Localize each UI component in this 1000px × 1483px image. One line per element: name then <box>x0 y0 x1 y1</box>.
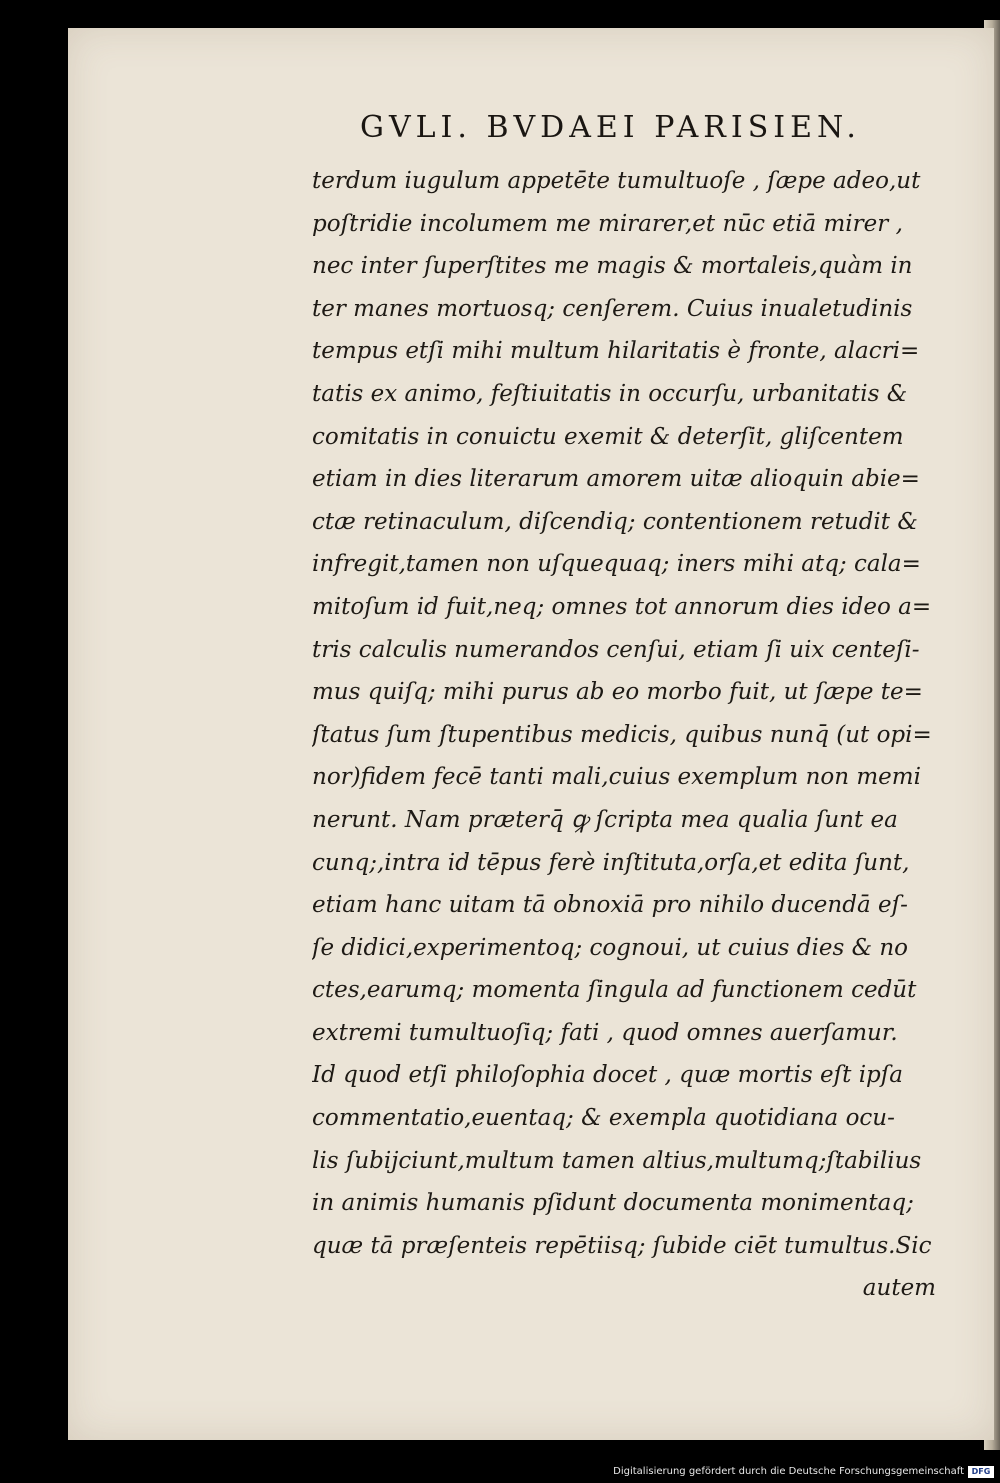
text-line: cunq;,intra id tēpus ferè inſtituta,orſa,et edita ſunt, <box>312 849 910 876</box>
text-line: Id quod etſi philoſophia docet , quæ mortis eſt ipſa <box>312 1062 903 1089</box>
text-line: lis ſubijciunt,multum tamen altius,multumq;ſtabilius <box>312 1147 922 1174</box>
digitization-credit: Digitalisierung gefördert durch die Deutsche Forschungsgemeinschaft <box>613 1466 964 1477</box>
text-line: nerunt. Nam præterq̄ ꝙ ſcripta mea qualia ſunt ea <box>312 806 898 833</box>
text-line: ſe didici,experimentoq; cognoui, ut cuius dies & no <box>312 934 909 961</box>
running-head: GVLI. BVDAEI PARISIEN. <box>360 110 861 145</box>
text-line: extremi tumultuoſiq; fati , quod omnes auerſamur. <box>312 1019 898 1046</box>
text-line: tris calculis numerandos cenſui, etiam ſi uix centeſi- <box>312 636 920 663</box>
text-line: ctes,earumq; momenta ſingula ad functionem cedūt <box>312 977 917 1004</box>
text-line: ter manes mortuosq; cenſerem. Cuius inualetudinis <box>312 295 913 322</box>
text-line: comitatis in conuictu exemit & deterſit, gliſcentem <box>312 423 904 450</box>
text-line: tempus etſi mihi multum hilaritatis è fronte, alacri= <box>312 338 920 365</box>
text-line: etiam in dies literarum amorem uitæ alioquin abie= <box>312 466 920 493</box>
text-line: mitoſum id fuit,neq; omnes tot annorum dies ideo a= <box>312 593 932 620</box>
text-line: nor)fidem fecē tanti mali,cuius exemplum non memi <box>312 764 921 791</box>
text-line: mus quiſq; mihi purus ab eo morbo fuit, ut ſæpe te= <box>312 679 923 706</box>
text-line: in animis humanis pſidunt documenta monimentaq; <box>312 1190 914 1217</box>
catchword: autem <box>862 1275 936 1302</box>
text-line: nec inter ſuperſtites me magis & mortaleis,quàm in <box>312 253 913 280</box>
text-block <box>312 160 944 1310</box>
text-line: quæ tā præſenteis repētiisq; ſubide ciēt tumultus.Sic <box>312 1232 932 1259</box>
text-line: ctæ retinaculum, diſcendiq; contentionem retudit & <box>312 508 918 535</box>
dfg-logo-icon: DFG <box>968 1466 994 1478</box>
text-line: infregit,tamen non uſquequaq; iners mihi atq; cala= <box>312 551 921 578</box>
text-line: commentatio,euentaq; & exempla quotidiana ocu- <box>312 1105 895 1132</box>
text-line: tatis ex animo, feſtiuitatis in occurſu, urbanitatis & <box>312 380 908 407</box>
text-line: terdum iugulum appetēte tumultuoſe , ſæpe adeo,ut <box>312 168 921 194</box>
text-line: etiam hanc uitam tā obnoxiā pro nihilo ducendā eſ- <box>312 892 908 919</box>
text-line: poſtridie incolumem me mirarer,et nūc etiā mirer , <box>312 210 903 237</box>
text-line: ſtatus ſum ſtupentibus medicis, quibus nunq̄ (ut opi= <box>312 721 932 748</box>
